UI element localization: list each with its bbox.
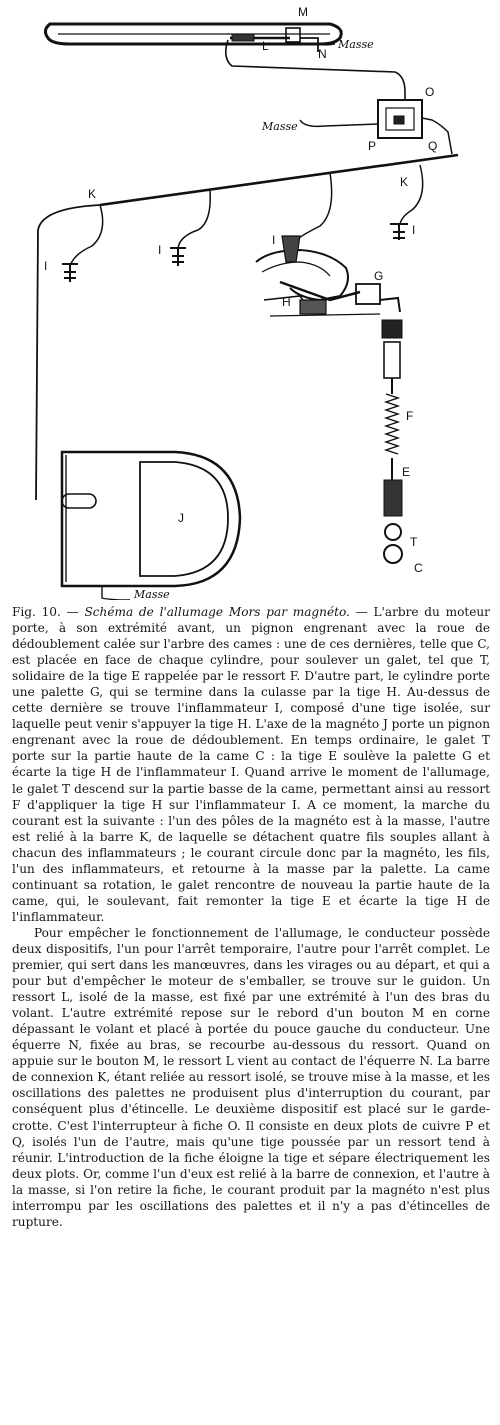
caption-title: Schéma de l'allumage Mors par magnéto. <box>84 605 350 619</box>
label-masse-wheel: Masse <box>338 38 374 51</box>
label-i-1: I <box>44 259 48 273</box>
label-m: M <box>298 5 308 19</box>
label-masse-magneto: Masse <box>134 588 170 600</box>
inflammateur-terminal <box>62 264 78 282</box>
ignition-diagram <box>0 0 500 600</box>
caption-prefix: Fig. 10. — <box>12 605 79 619</box>
spring-f <box>386 394 398 454</box>
label-n: N <box>318 47 327 61</box>
label-k-right: K <box>400 175 409 189</box>
paragraph-2: Pour empêcher le fonctionnement de l'allumage, le conducteur possède deux dispositifs, l'un pour l'arrêt temporaire, l'autre pour l'arrêt complet. Le premier, qui sert dans les manœuvres, dans les virages ou au départ, et qui a pour but d'empêcher le moteur de s'emballer, se trouve sur le guidon. Un ressort L, isolé de la masse, est fixé par une extrémité à l'un des bras du volant. L'autre extrémité repose sur le rebord d'un bouton M en corne dépassant le volant et placé à portée du pouce gauche du conducteur. Une équerre N, fixée au bras, se recourbe au-dessous du ressort. Quand on appuie sur le bouton M, le ressort L vient au contact de l'équerre N. La barre de connexion K, étant reliée au ressort isolé, se trouve mise à la masse, et les oscillations des palettes ne produisent plus d'interruption du courant, par conséquent plus d'étincelle. Le deuxième dispositif est placé sur le garde-crotte. C'est l'interrupteur à fiche O. Il consiste en deux plots de cuivre P et Q, isolés l'un de l'autre, mais qu'une tige poussée par un ressort tend à réunir. L'introduction de la fiche éloigne la tige et sépare électriquement les deux plots. Or, comme l'un d'eux est relié à la barre de connexion, et l'autre à la masse, si l'on retire la fiche, le courant produit par la magnéto n'est plus interrompu par les oscillations des palettes et il n'y a pas d'étincelles de rupture. <box>12 925 490 1229</box>
ignition-diagram-svg <box>0 0 500 600</box>
label-o: O <box>425 85 435 99</box>
button-m <box>286 28 300 42</box>
paragraph-1: L'arbre du moteur porte, à son extrémité avant, un pignon engrenant avec la roue de dédoublement calée sur l'arbre des cames : une de ces dernières, telle que C, est placée en face de chaque cylindre, pour soulever un galet, tel que T, solidaire de la tige E rappelée par le ressort F. D'autre part, le cylindre porte une palette G, qui se termine dans la culasse par la tige H. Au-dessus de cette dernière se trouve l'inflammateur I, composé d'une tige isolée, sur laquelle peut venir s'appuyer la tige H. L'axe de la magnéto J porte un pignon engrenant avec la roue de dédoublement. En temps ordinaire, le galet T porte sur la partie haute de la came C : la tige E soulève la palette G et écarte la tige H de l'inflammateur I. Quand arrive le moment de l'allumage, le galet T descend sur la partie basse de la came, permettant ainsi au ressort F d'appliquer la tige H sur l'inflammateur I. A ce moment, la marche du courant est la suivante : l'un des pôles de la magnéto est à la masse, l'autre est relié à la barre K, de laquelle se détachent quatre fils souples allant à chacun des inflammateurs ; le courant circule donc par la magnéto, les fils, l'un des inflammateurs, et retourne à la masse par la palette. La came continuant sa rotation, le galet rencontre de nouveau la partie haute de la came, qui, le soulevant, fait remonter la tige E et écarte la tige H de l'inflammateur. <box>12 605 490 924</box>
label-t: T <box>410 535 418 549</box>
wire-switch-masse <box>300 120 378 126</box>
label-p: P <box>368 139 377 153</box>
inflammateur-terminal <box>170 248 186 266</box>
label-k-left: K <box>88 187 97 201</box>
inflammateur-terminal <box>390 224 408 240</box>
label-masse-switch: Masse <box>262 120 298 133</box>
roller-t <box>385 524 401 540</box>
label-h: H <box>282 295 291 309</box>
label-i-4: I <box>412 223 416 237</box>
magneto-j <box>62 452 240 586</box>
spring-mount <box>232 34 254 41</box>
article-text <box>12 604 490 1230</box>
label-c: C <box>414 561 423 575</box>
wire-wheel-to-switch <box>226 40 405 100</box>
label-l: L <box>262 39 269 53</box>
wire-bar-to-magneto <box>36 205 100 500</box>
figure-caption <box>12 604 490 925</box>
label-f: F <box>406 409 414 423</box>
label-i-3: I <box>272 233 276 247</box>
label-q: Q <box>428 139 438 153</box>
label-j: J <box>178 511 184 525</box>
cylinder-head <box>256 236 380 316</box>
label-e: E <box>402 465 411 479</box>
cam-c <box>384 545 402 563</box>
caption-dash: — <box>349 605 368 619</box>
rod-assembly <box>380 298 402 563</box>
label-g: G <box>374 269 384 283</box>
label-i-2: I <box>158 243 162 257</box>
